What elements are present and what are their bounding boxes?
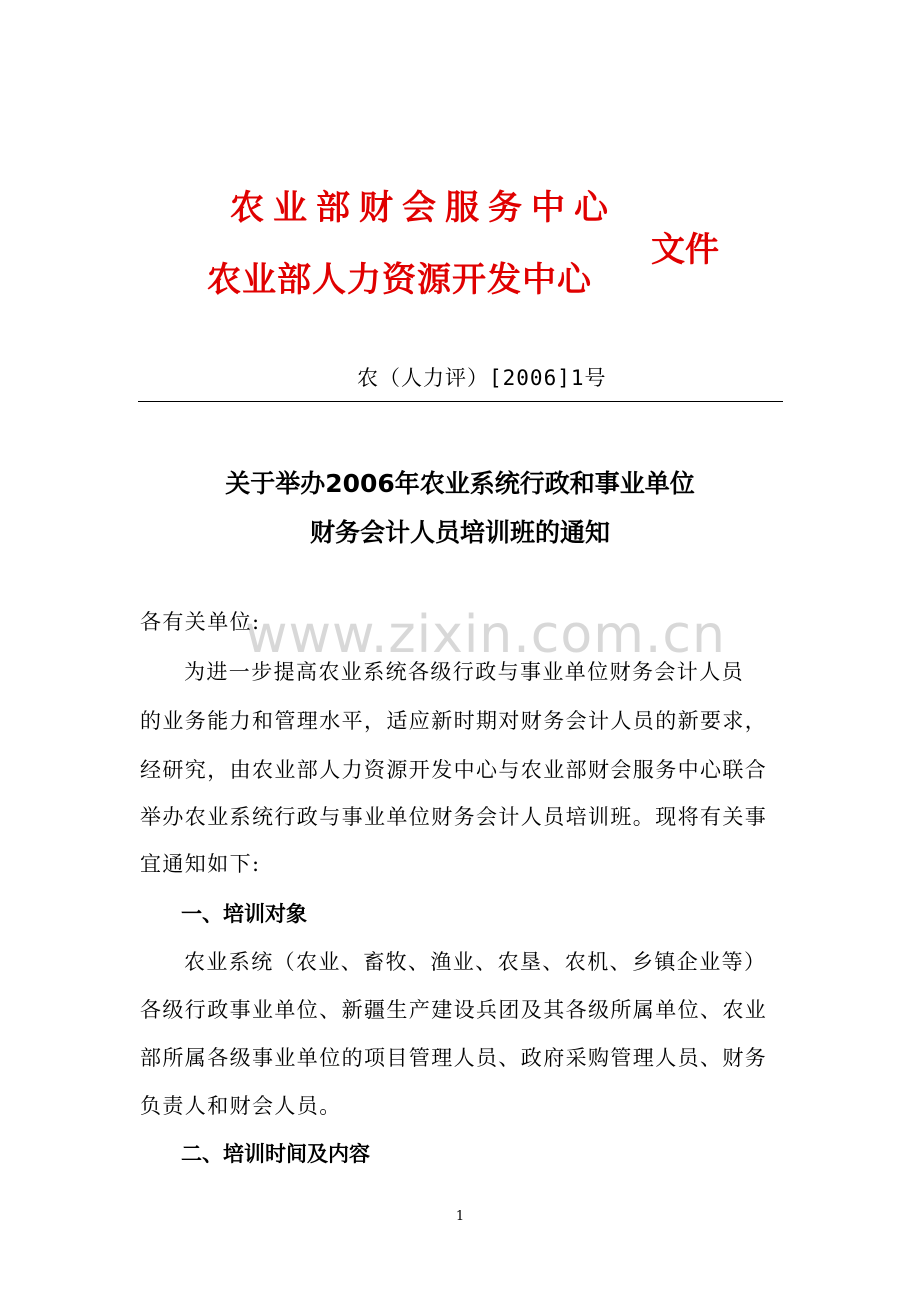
section-heading-1: 一、培训对象 xyxy=(181,902,307,926)
page-number: 1 xyxy=(455,1209,465,1224)
notice-title-line-2: 财务会计人员培训班的通知 xyxy=(309,518,610,547)
paragraph-line: 各级行政事业单位、新疆生产建设兵团及其各级所属单位、农业 xyxy=(140,998,768,1022)
issuer-line-1: 农业部财会服务中心 xyxy=(230,188,617,228)
section-heading-2: 二、培训时间及内容 xyxy=(181,1142,370,1166)
paragraph-line: 宜通知如下: xyxy=(140,852,261,876)
paragraph-line: 经研究，由农业部人力资源开发中心与农业部财会服务中心联合 xyxy=(140,758,768,782)
header-divider xyxy=(138,401,783,402)
document-suffix: 文件 xyxy=(651,230,719,270)
watermark: www.zixin.com.cn xyxy=(245,605,726,665)
notice-title-line-1: 关于举办2006年农业系统行政和事业单位 xyxy=(225,469,695,498)
salutation: 各有关单位: xyxy=(140,610,261,634)
paragraph-line: 举办农业系统行政与事业单位财务会计人员培训班。现将有关事 xyxy=(140,805,768,829)
paragraph-line: 部所属各级事业单位的项目管理人员、政府采购管理人员、财务 xyxy=(140,1046,768,1070)
document-number: 农（人力评）[2006]1号 xyxy=(357,366,607,390)
paragraph-line: 为进一步提高农业系统各级行政与事业单位财务会计人员 xyxy=(184,660,744,684)
paragraph-line: 农业系统（农业、畜牧、渔业、农垦、农机、乡镇企业等） xyxy=(184,950,767,974)
issuer-line-2: 农业部人力资源开发中心 xyxy=(207,260,592,300)
paragraph-line: 的业务能力和管理水平，适应新时期对财务会计人员的新要求， xyxy=(140,709,768,733)
paragraph-line: 负责人和财会人员。 xyxy=(140,1094,342,1118)
